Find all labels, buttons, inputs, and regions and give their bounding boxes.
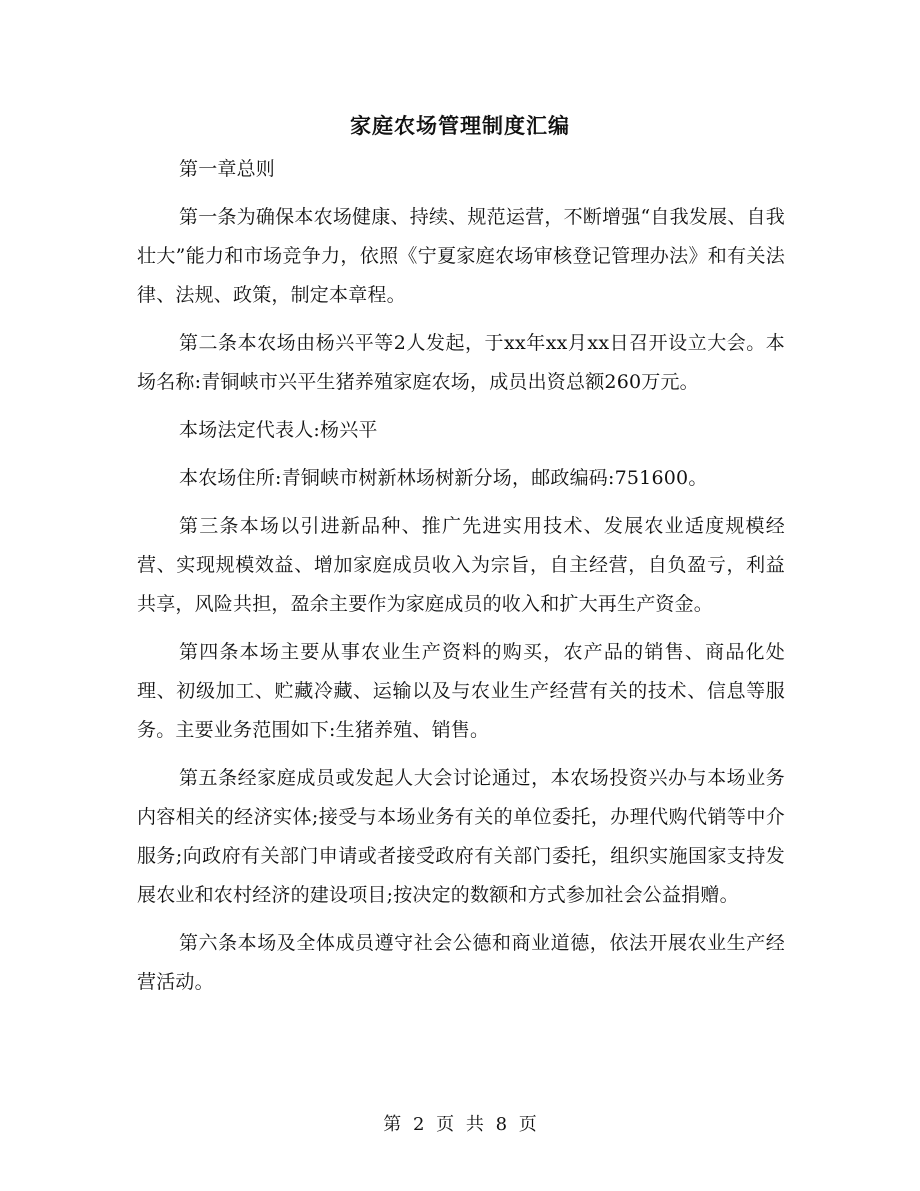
paragraph-article-1: 第一条为确保本农场健康、持续、规范运营，不断增强“自我发展、自我壮大”能力和市场竞争力，依照《宁夏家庭农场审核登记管理办法》和有关法律、法规、政策，制定本章程。 <box>137 206 785 306</box>
document-title: 家庭农场管理制度汇编 <box>350 113 570 138</box>
page-number-footer: 第 2 页 共 8 页 <box>383 1114 537 1135</box>
paragraph-legal-representative: 本场法定代表人:杨兴平 <box>179 419 378 441</box>
paragraph-article-4: 第四条本场主要从事农业生产资料的购买，农产品的销售、商品化处理、初级加工、贮藏冷藏、运输以及与农业生产经营有关的技术、信息等服务。主要业务范围如下:生猪养殖、销售。 <box>137 641 785 741</box>
paragraph-article-2: 第二条本农场由杨兴平等2人发起，于xx年xx月xx日召开设立大会。本场名称:青铜峡市兴平生猪养殖家庭农场，成员出资总额260万元。 <box>137 332 785 393</box>
paragraph-article-3: 第三条本场以引进新品种、推广先进实用技术、发展农业适度规模经营、实现规模效益、增加家庭成员收入为宗旨，自主经营，自负盈亏，利益共享，风险共担，盈余主要作为家庭成员的收入和扩大再生产资金。 <box>137 515 785 615</box>
paragraph-address: 本农场住所:青铜峡市树新林场树新分场，邮政编码:751600。 <box>179 467 708 489</box>
paragraph-article-6: 第六条本场及全体成员遵守社会公德和商业道德，依法开展农业生产经营活动。 <box>137 932 785 993</box>
paragraph-chapter-heading: 第一章总则 <box>179 158 276 180</box>
paragraph-article-5: 第五条经家庭成员或发起人大会讨论通过，本农场投资兴办与本场业务内容相关的经济实体;接受与本场业务有关的单位委托，办理代购代销等中介服务;向政府有关部门申请或者接受政府有关部门委托，组织实施国家支持发展农业和农村经济的建设项目;按决定的数额和方式参加社会公益捐赠。 <box>137 767 785 906</box>
document-body <box>137 150 785 1011</box>
